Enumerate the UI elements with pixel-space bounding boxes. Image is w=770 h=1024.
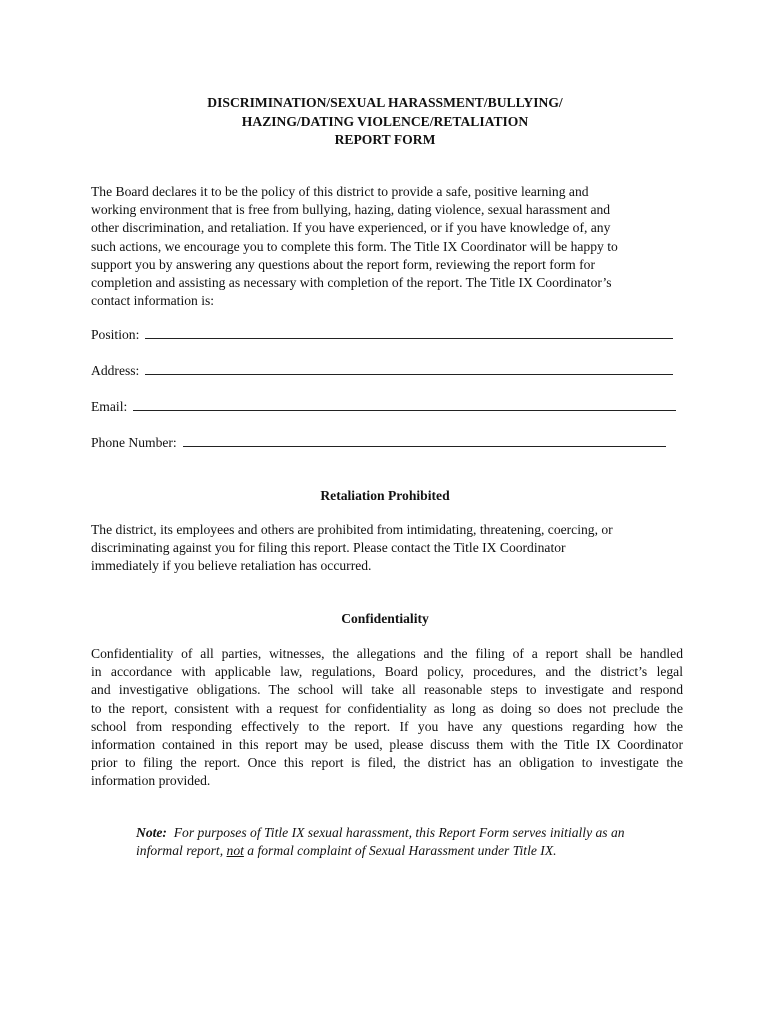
intro-line: contact information is: [91,293,215,309]
intro-line: working environment that is free from bullying, hazing, dating violence, sexual harassment and [91,202,611,218]
address-label: Address: [91,363,140,378]
intro-line: such actions, we encourage you to complete this form. The Title IX Coordinator will be happy to [91,238,618,254]
confidentiality-line: information provided. [91,773,211,789]
position-field [91,326,673,344]
note-label: Note: [136,825,167,840]
note-text-2a: informal report, [136,843,227,859]
confidentiality-line: and investigative obligations. The school will take all reasonable steps to investigate and respond [91,682,683,698]
email-field [91,398,676,416]
note-text-1: For purposes of Title IX sexual harassment, this Report Form serves initially as an [173,825,625,840]
intro-line: completion and assisting as necessary with completion of the report. The Title IX Coordinator’s [91,275,612,291]
retaliation-line: discriminating against you for filing this report. Please contact the Title IX Coordinator [91,540,566,556]
phone-number-field [91,434,666,452]
address-input-line[interactable] [145,362,673,375]
note-line-1 [136,824,681,842]
confidentiality-line: Confidentiality of all parties, witnesses, the allegations and the filing of a report shall be handled [91,646,683,661]
note-text-2b: a formal complaint of Sexual Harassment under Title IX. [243,843,557,859]
confidentiality-heading: Confidentiality [341,611,429,626]
intro-line: other discrimination, and retaliation. If you have experienced, or if you have knowledge of, any [91,220,611,236]
email-input-line[interactable] [133,398,676,411]
retaliation-paragraph [91,521,683,576]
form-title [0,94,770,150]
intro-paragraph [91,183,683,310]
confidentiality-line: in accordance with applicable law, regulations, Board policy, procedures, and the district’s legal [91,664,683,680]
confidentiality-line: information contained in this report may be used, please discuss them with the Title IX Coordinator [91,737,683,753]
position-label: Position: [91,327,140,342]
note-line-2 [136,842,681,860]
intro-line: The Board declares it to be the policy of this district to provide a safe, positive learning and [91,184,589,199]
confidentiality-paragraph [91,645,683,791]
confidentiality-line: to the report, consistent with a request for confidentiality as long as doing so does not preclude the [91,700,683,716]
title-line-2: HAZING/DATING VIOLENCE/RETALIATION [241,113,529,129]
retaliation-line: immediately if you believe retaliation has occurred. [91,558,372,574]
retaliation-heading: Retaliation Prohibited [320,488,450,503]
phone-number-input-line[interactable] [183,434,666,447]
position-input-line[interactable] [145,326,673,339]
title-ix-note [136,824,681,860]
confidentiality-line: school from responding effectively to the report. If you have any questions regarding how the [91,718,683,734]
phone-number-label: Phone Number: [91,435,177,450]
email-label: Email: [91,399,128,414]
confidentiality-line: prior to filing the report. Once this report is filed, the district has an obligation to investigate the [91,755,683,771]
note-underlined-word: not [226,843,244,859]
retaliation-line: The district, its employees and others are prohibited from intimidating, threatening, coercing, or [91,522,613,537]
title-line-1: DISCRIMINATION/SEXUAL HARASSMENT/BULLYING/ [207,95,563,110]
title-line-3: REPORT FORM [334,132,436,147]
address-field [91,362,673,380]
intro-line: support you by answering any questions about the report form, reviewing the report form for [91,256,595,272]
